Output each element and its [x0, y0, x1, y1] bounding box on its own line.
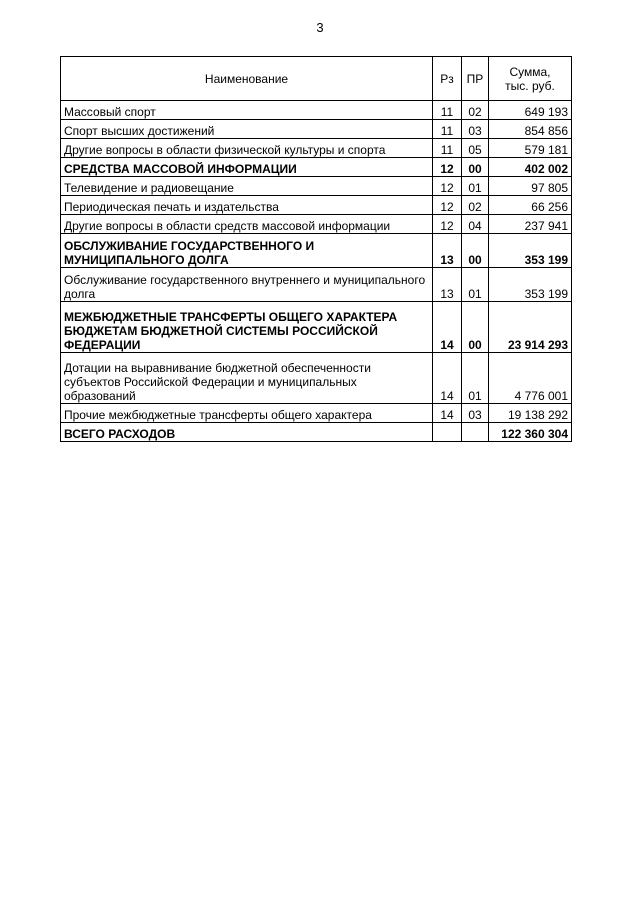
row-sum: 649 193: [489, 101, 572, 120]
row-sum: 353 199: [489, 268, 572, 302]
row-pr: 03: [462, 404, 489, 423]
row-rz: 12: [433, 158, 462, 177]
row-pr: 02: [462, 196, 489, 215]
row-name: ВСЕГО РАСХОДОВ: [61, 423, 433, 442]
table-row: [61, 120, 572, 139]
row-name: Другие вопросы в области физической культуры и спорта: [61, 139, 433, 158]
row-rz: 12: [433, 215, 462, 234]
row-rz: 12: [433, 177, 462, 196]
row-rz: 12: [433, 196, 462, 215]
row-pr: 00: [462, 234, 489, 268]
header-sum-line1: Сумма,: [509, 64, 551, 79]
row-rz: 14: [433, 302, 462, 353]
row-sum: 4 776 001: [489, 353, 572, 404]
table-row: [61, 353, 572, 404]
row-rz: 11: [433, 139, 462, 158]
row-rz: 11: [433, 120, 462, 139]
row-name: Спорт высших достижений: [61, 120, 433, 139]
row-name: СРЕДСТВА МАССОВОЙ ИНФОРМАЦИИ: [61, 158, 433, 177]
row-sum: 579 181: [489, 139, 572, 158]
row-sum: 237 941: [489, 215, 572, 234]
row-pr: 01: [462, 177, 489, 196]
row-name: МЕЖБЮДЖЕТНЫЕ ТРАНСФЕРТЫ ОБЩЕГО ХАРАКТЕРА БЮДЖЕТАМ БЮДЖЕТНОЙ СИСТЕМЫ РОССИЙСКОЙ ФЕДЕРАЦИИ: [61, 302, 433, 353]
row-rz: 13: [433, 268, 462, 302]
table-row: [61, 177, 572, 196]
row-name: Обслуживание государственного внутреннего и муниципального долга: [61, 268, 433, 302]
table-row: [61, 268, 572, 302]
row-name: Периодическая печать и издательства: [61, 196, 433, 215]
row-rz: [433, 423, 462, 442]
row-sum: 122 360 304: [489, 423, 572, 442]
row-name: Дотации на выравнивание бюджетной обеспеченности субъектов Российской Федерации и муниципальных образований: [61, 353, 433, 404]
row-name: Прочие межбюджетные трансферты общего характера: [61, 404, 433, 423]
row-rz: 13: [433, 234, 462, 268]
table-row: [61, 101, 572, 120]
page-number: 3: [316, 20, 324, 35]
row-pr: 00: [462, 158, 489, 177]
row-pr: 03: [462, 120, 489, 139]
row-sum: 19 138 292: [489, 404, 572, 423]
row-sum: 23 914 293: [489, 302, 572, 353]
row-name: Телевидение и радиовещание: [61, 177, 433, 196]
row-pr: 01: [462, 268, 489, 302]
table-row: [61, 234, 572, 268]
row-pr: [462, 423, 489, 442]
row-sum: 353 199: [489, 234, 572, 268]
row-name: Массовый спорт: [61, 101, 433, 120]
row-pr: 02: [462, 101, 489, 120]
row-pr: 00: [462, 302, 489, 353]
header-sum-line2: тыс. руб.: [505, 78, 555, 93]
table-header-row: [61, 57, 572, 101]
header-pr: ПР: [462, 57, 489, 101]
row-pr: 05: [462, 139, 489, 158]
table-row-total: [61, 423, 572, 442]
header-sum: [489, 57, 572, 101]
table-row: [61, 158, 572, 177]
table-row: [61, 302, 572, 353]
table-row: [61, 196, 572, 215]
row-pr: 01: [462, 353, 489, 404]
row-rz: 14: [433, 353, 462, 404]
table-row: [61, 215, 572, 234]
table-row: [61, 404, 572, 423]
row-sum: 66 256: [489, 196, 572, 215]
row-name: ОБСЛУЖИВАНИЕ ГОСУДАРСТВЕННОГО И МУНИЦИПАЛЬНОГО ДОЛГА: [61, 234, 433, 268]
header-rz: Рз: [433, 57, 462, 101]
row-rz: 14: [433, 404, 462, 423]
row-sum: 854 856: [489, 120, 572, 139]
header-name: Наименование: [61, 57, 433, 101]
budget-expenditure-table: [60, 56, 572, 442]
row-name: Другие вопросы в области средств массовой информации: [61, 215, 433, 234]
row-sum: 402 002: [489, 158, 572, 177]
row-pr: 04: [462, 215, 489, 234]
row-sum: 97 805: [489, 177, 572, 196]
table-row: [61, 139, 572, 158]
row-rz: 11: [433, 101, 462, 120]
